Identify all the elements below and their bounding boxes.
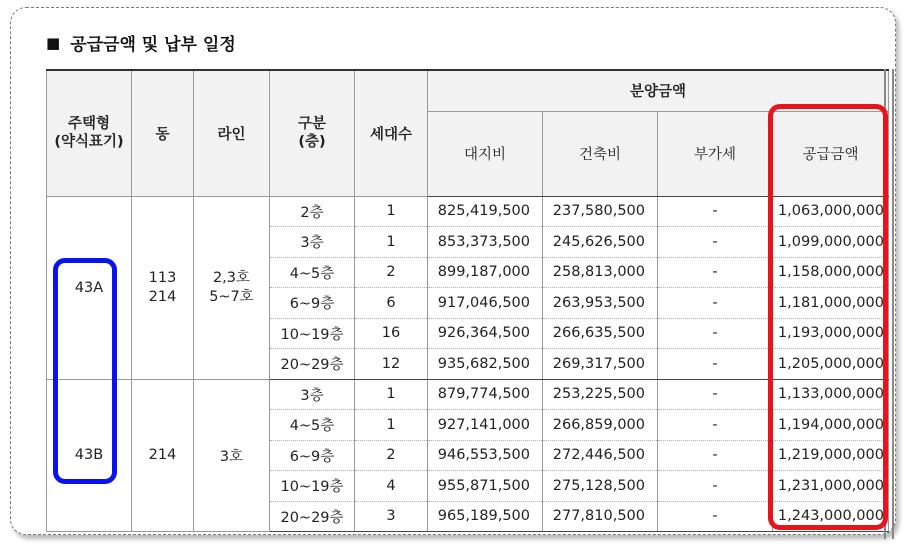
square-bullet-icon: ■	[46, 33, 61, 52]
supply-cell: 1,194,000,000	[773, 410, 889, 441]
dong-cell: 113 214	[132, 196, 194, 379]
building-cell: 263,953,500	[543, 288, 658, 319]
building-cell: 253,225,500	[543, 379, 658, 410]
households-cell: 3	[355, 501, 428, 532]
vat-cell: -	[658, 410, 773, 441]
price-table	[46, 69, 889, 532]
supply-cell: 1,099,000,000	[773, 227, 889, 258]
supply-cell: 1,243,000,000	[773, 501, 889, 532]
building-cell: 269,317,500	[543, 349, 658, 380]
building-cell: 266,635,500	[543, 318, 658, 349]
households-cell: 1	[355, 196, 428, 227]
table-row	[47, 196, 889, 227]
households-cell: 2	[355, 257, 428, 288]
header-type: 주택형 (약식표기)	[47, 70, 132, 196]
households-cell: 4	[355, 471, 428, 502]
supply-cell: 1,133,000,000	[773, 379, 889, 410]
building-cell: 237,580,500	[543, 196, 658, 227]
households-cell: 1	[355, 227, 428, 258]
building-cell: 266,859,000	[543, 410, 658, 441]
land-cell: 825,419,500	[428, 196, 543, 227]
vat-cell: -	[658, 318, 773, 349]
households-cell: 16	[355, 318, 428, 349]
vat-cell: -	[658, 227, 773, 258]
floor-cell: 4~5층	[270, 257, 355, 288]
households-cell: 1	[355, 379, 428, 410]
land-cell: 935,682,500	[428, 349, 543, 380]
header-land: 대지비	[428, 111, 543, 196]
line-cell: 3호	[194, 379, 270, 532]
type-cell: 43B	[47, 379, 132, 532]
floor-cell: 4~5층	[270, 410, 355, 441]
header-households: 세대수	[355, 70, 428, 196]
section-title	[46, 30, 236, 55]
vat-cell: -	[658, 288, 773, 319]
building-cell: 258,813,000	[543, 257, 658, 288]
land-cell: 879,774,500	[428, 379, 543, 410]
type-cell: 43A	[47, 196, 132, 379]
building-cell: 277,810,500	[543, 501, 658, 532]
land-cell: 917,046,500	[428, 288, 543, 319]
line-cell: 2,3호 5~7호	[194, 196, 270, 379]
header-price-group: 분양금액	[428, 70, 889, 111]
floor-cell: 10~19층	[270, 318, 355, 349]
households-cell: 1	[355, 410, 428, 441]
households-cell: 2	[355, 440, 428, 471]
supply-cell: 1,063,000,000	[773, 196, 889, 227]
land-cell: 955,871,500	[428, 471, 543, 502]
floor-cell: 20~29층	[270, 349, 355, 380]
dong-cell: 214	[132, 379, 194, 532]
section-title-text: 공급금액 및 납부 일정	[70, 35, 236, 55]
floor-cell: 10~19층	[270, 471, 355, 502]
vat-cell: -	[658, 440, 773, 471]
floor-cell: 20~29층	[270, 501, 355, 532]
header-dong: 동	[132, 70, 194, 196]
header-supply: 공급금액	[773, 111, 889, 196]
land-cell: 853,373,500	[428, 227, 543, 258]
floor-cell: 6~9층	[270, 440, 355, 471]
building-cell: 245,626,500	[543, 227, 658, 258]
header-vat: 부가세	[658, 111, 773, 196]
floor-cell: 3층	[270, 227, 355, 258]
land-cell: 899,187,000	[428, 257, 543, 288]
supply-cell: 1,181,000,000	[773, 288, 889, 319]
land-cell: 965,189,500	[428, 501, 543, 532]
header-floor: 구분 (층)	[270, 70, 355, 196]
table-row	[47, 379, 889, 410]
floor-cell: 6~9층	[270, 288, 355, 319]
floor-cell: 2층	[270, 196, 355, 227]
supply-cell: 1,205,000,000	[773, 349, 889, 380]
supply-cell: 1,231,000,000	[773, 471, 889, 502]
header-line: 라인	[194, 70, 270, 196]
header-building: 건축비	[543, 111, 658, 196]
supply-cell: 1,158,000,000	[773, 257, 889, 288]
building-cell: 275,128,500	[543, 471, 658, 502]
vat-cell: -	[658, 349, 773, 380]
vat-cell: -	[658, 501, 773, 532]
supply-cell: 1,193,000,000	[773, 318, 889, 349]
households-cell: 12	[355, 349, 428, 380]
land-cell: 946,553,500	[428, 440, 543, 471]
households-cell: 6	[355, 288, 428, 319]
vat-cell: -	[658, 471, 773, 502]
supply-cell: 1,219,000,000	[773, 440, 889, 471]
building-cell: 272,446,500	[543, 440, 658, 471]
land-cell: 926,364,500	[428, 318, 543, 349]
floor-cell: 3층	[270, 379, 355, 410]
land-cell: 927,141,000	[428, 410, 543, 441]
table-cut-line	[884, 69, 886, 539]
vat-cell: -	[658, 196, 773, 227]
table-cut-line	[892, 69, 894, 539]
vat-cell: -	[658, 257, 773, 288]
vat-cell: -	[658, 379, 773, 410]
